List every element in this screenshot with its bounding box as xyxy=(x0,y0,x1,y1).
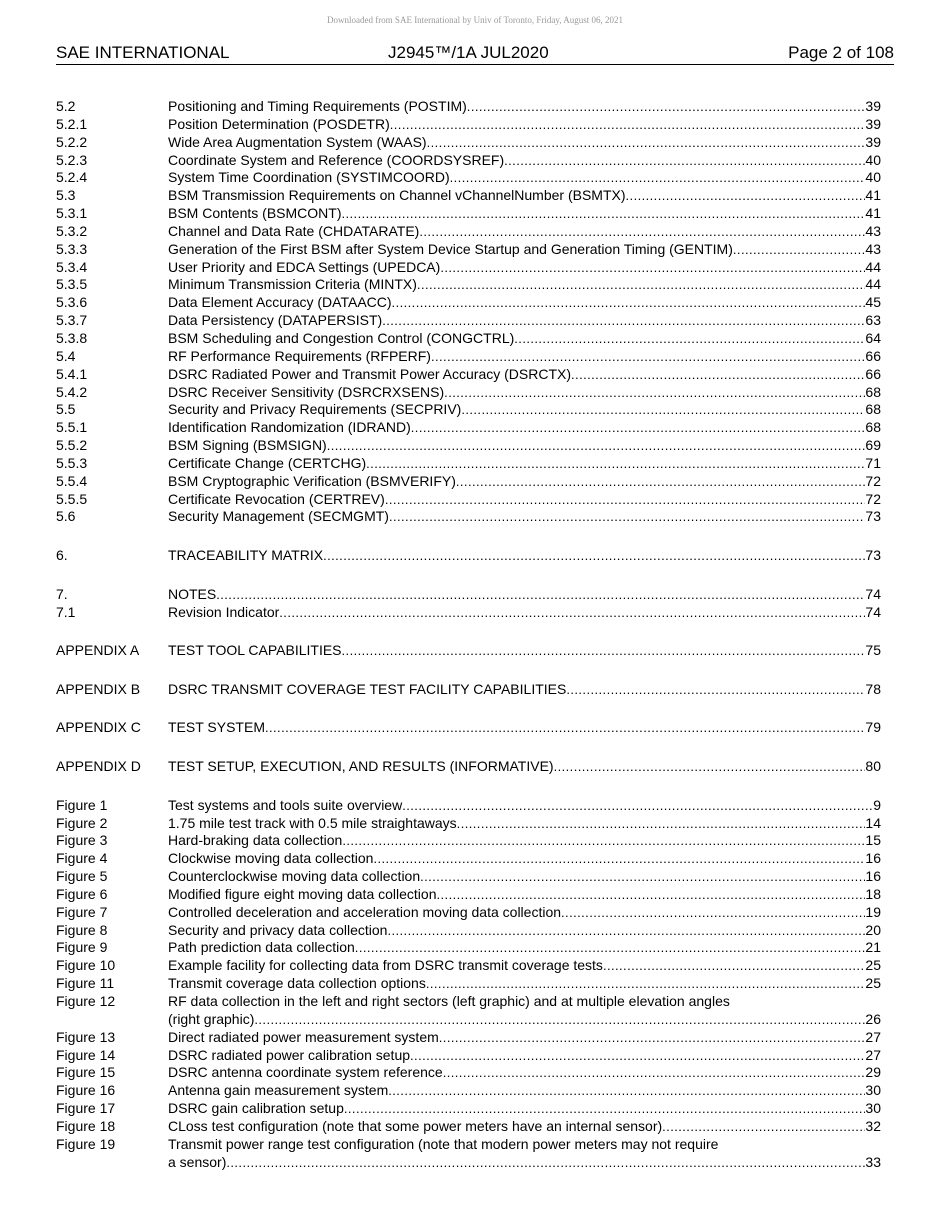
dot-leader xyxy=(366,455,865,473)
toc-entry-number: APPENDIX D xyxy=(56,758,141,775)
toc-entry-page: 69 xyxy=(865,437,881,454)
toc-spacer xyxy=(56,737,881,758)
toc-entry-number: Figure 2 xyxy=(56,814,108,831)
toc-entry[interactable] xyxy=(56,134,881,152)
toc-entry-number: Figure 7 xyxy=(56,903,108,920)
toc-entry[interactable] xyxy=(56,586,881,604)
page-header xyxy=(56,42,894,65)
toc-entry[interactable] xyxy=(56,473,881,491)
toc-entry-page: 39 xyxy=(865,98,881,114)
toc-entry-page: 16 xyxy=(865,868,881,885)
toc-entry-page: 74 xyxy=(865,603,881,620)
toc-entry-title: Data Element Accuracy (DATAACC) xyxy=(168,294,392,311)
toc-entry-page: 26 xyxy=(865,1010,881,1027)
toc-entry-page: 43 xyxy=(865,240,881,257)
toc-entry-page: 63 xyxy=(865,312,881,329)
toc-entry-title: Path prediction data collection xyxy=(168,939,355,956)
toc-entry[interactable] xyxy=(56,886,881,904)
toc-entry[interactable] xyxy=(56,1064,881,1082)
toc-entry-title: Certificate Change (CERTCHG) xyxy=(168,454,367,471)
toc-entry-title: (right graphic) xyxy=(168,1010,255,1027)
toc-entry-title: Hard-braking data collection xyxy=(168,832,343,849)
toc-entry-page: 25 xyxy=(865,975,881,992)
toc-entry-number: 5.4 xyxy=(56,347,76,364)
toc-entry-number: 5.2 xyxy=(56,98,76,114)
toc-entry-number: Figure 4 xyxy=(56,850,108,867)
toc-entry-page: 72 xyxy=(865,490,881,507)
toc-entry-number: 5.3.5 xyxy=(56,276,88,293)
dot-leader xyxy=(373,850,865,868)
toc-entry[interactable] xyxy=(56,169,881,187)
toc-entry-page: 30 xyxy=(865,1082,881,1099)
toc-entry[interactable] xyxy=(56,1136,881,1172)
toc-entry-page: 73 xyxy=(865,547,881,564)
dot-leader xyxy=(411,419,866,437)
toc-entry-title: TEST SETUP, EXECUTION, AND RESULTS (INFORMATIVE) xyxy=(168,758,554,775)
dot-leader xyxy=(402,797,873,815)
toc-entry[interactable] xyxy=(56,1100,881,1118)
toc-entry[interactable] xyxy=(56,868,881,886)
toc-entry-page: 25 xyxy=(865,957,881,974)
toc-entry-title: System Time Coordination (SYSTIMCOORD) xyxy=(168,169,450,186)
toc-entry-title: DSRC Receiver Sensitivity (DSRCRXSENS) xyxy=(168,383,445,400)
toc-entry[interactable] xyxy=(56,832,881,850)
toc-entry-number: Figure 1 xyxy=(56,796,108,813)
toc-entry-number: 5.3.2 xyxy=(56,222,88,239)
dot-leader xyxy=(431,348,865,366)
toc-entry-title: TEST TOOL CAPABILITIES xyxy=(168,642,342,659)
toc-entry-page: 40 xyxy=(865,169,881,186)
toc-entry[interactable] xyxy=(56,152,881,170)
toc-entry[interactable] xyxy=(56,904,881,922)
publisher-name: SAE INTERNATIONAL xyxy=(56,43,230,62)
toc-entry[interactable] xyxy=(56,455,881,473)
toc-entry-number: Figure 17 xyxy=(56,1100,116,1117)
toc-entry-page: 41 xyxy=(865,187,881,204)
toc-entry-title: 1.75 mile test track with 0.5 mile straightaways xyxy=(168,814,457,831)
toc-entry-number: 5.3.8 xyxy=(56,329,88,346)
toc-entry[interactable] xyxy=(56,223,881,241)
toc-entry-title: DSRC Radiated Power and Transmit Power Accuracy (DSRCTX) xyxy=(168,365,572,382)
toc-entry-page: 68 xyxy=(865,383,881,400)
toc-entry-title-line: Transmit power range test configuration (note that modern power meters may not require xyxy=(168,1135,719,1152)
dot-leader xyxy=(382,312,865,330)
toc-entry[interactable] xyxy=(56,642,881,660)
dot-leader xyxy=(733,241,866,259)
toc-entry-number: 5.5 xyxy=(56,401,76,418)
toc-entry-page: 75 xyxy=(865,642,881,659)
toc-entry-page: 19 xyxy=(865,903,881,920)
toc-entry-number: 5.5.2 xyxy=(56,437,88,454)
toc-entry[interactable] xyxy=(56,922,881,940)
toc-entry-number: 5.3.1 xyxy=(56,205,88,222)
toc-entry[interactable] xyxy=(56,1082,881,1100)
toc-entry-title: Transmit coverage data collection options xyxy=(168,975,426,992)
toc-entry-page: 20 xyxy=(865,921,881,938)
dot-leader xyxy=(392,294,866,312)
toc-entry-page: 18 xyxy=(865,885,881,902)
toc-spacer xyxy=(56,660,881,681)
toc-entry-number: 6. xyxy=(56,547,68,564)
dot-leader xyxy=(626,187,866,205)
toc-entry-title: Test systems and tools suite overview xyxy=(168,796,403,813)
dot-leader xyxy=(419,223,865,241)
toc-entry[interactable] xyxy=(56,547,881,565)
dot-leader xyxy=(554,758,866,776)
dot-leader xyxy=(440,259,865,277)
toc-entry-title: Modified figure eight moving data collection xyxy=(168,885,437,902)
dot-leader xyxy=(467,98,866,116)
toc-entry-title: RF Performance Requirements (RFPERF) xyxy=(168,347,431,364)
toc-entry-page: 74 xyxy=(865,585,881,602)
toc-entry-page: 27 xyxy=(865,1028,881,1045)
toc-entry-number: 5.2.4 xyxy=(56,169,88,186)
toc-entry-page: 15 xyxy=(865,832,881,849)
toc-entry-title: TRACEABILITY MATRIX xyxy=(168,547,324,564)
toc-entry-title: TEST SYSTEM xyxy=(168,719,265,736)
dot-leader xyxy=(427,134,866,152)
toc-entry-title: Revision Indicator xyxy=(168,603,280,620)
toc-entry-number: 5.5.3 xyxy=(56,454,88,471)
toc-spacer xyxy=(56,776,881,797)
toc-entry[interactable] xyxy=(56,1029,881,1047)
toc-entry-number: 5.5.5 xyxy=(56,490,88,507)
table-of-contents xyxy=(56,98,881,1171)
dot-leader xyxy=(426,975,866,993)
toc-entry[interactable] xyxy=(56,384,881,402)
dot-leader xyxy=(327,437,866,455)
toc-entry-title: Security and Privacy Requirements (SECPRIV) xyxy=(168,401,462,418)
toc-entry-title: DSRC radiated power calibration setup xyxy=(168,1046,411,1063)
toc-entry-title: Data Persistency (DATAPERSIST) xyxy=(168,312,383,329)
toc-entry[interactable] xyxy=(56,330,881,348)
toc-entry-page: 44 xyxy=(865,276,881,293)
toc-entry-title: Identification Randomization (IDRAND) xyxy=(168,419,411,436)
dot-leader xyxy=(344,1100,866,1118)
toc-spacer xyxy=(56,526,881,547)
toc-entry-page: 30 xyxy=(865,1100,881,1117)
dot-leader xyxy=(437,886,866,904)
toc-entry-title: Positioning and Timing Requirements (POSTIM) xyxy=(168,98,467,114)
toc-entry-title: User Priority and EDCA Settings (UPEDCA) xyxy=(168,258,441,275)
dot-leader xyxy=(439,1029,866,1047)
dot-leader xyxy=(265,719,865,737)
toc-entry-number: Figure 9 xyxy=(56,939,108,956)
toc-entry-title: BSM Scheduling and Congestion Control (CONGCTRL) xyxy=(168,329,515,346)
toc-entry-title: Generation of the First BSM after System Device Startup and Generation Timing (GENTIM) xyxy=(168,240,733,257)
toc-entry-page: 27 xyxy=(865,1046,881,1063)
dot-leader xyxy=(342,642,866,660)
toc-entry-title: Coordinate System and Reference (COORDSYSREF) xyxy=(168,151,505,168)
toc-entry-title: Direct radiated power measurement system xyxy=(168,1028,439,1045)
dot-leader xyxy=(254,1011,865,1029)
dot-leader xyxy=(341,205,865,223)
toc-entry-number: Figure 3 xyxy=(56,832,108,849)
toc-entry-title: Security and privacy data collection xyxy=(168,921,388,938)
toc-entry-page: 78 xyxy=(865,680,881,697)
toc-entry-page: 33 xyxy=(865,1153,881,1170)
toc-entry-number: Figure 11 xyxy=(56,975,115,992)
toc-entry-number: 5.6 xyxy=(56,508,76,525)
toc-entry-number: Figure 8 xyxy=(56,921,108,938)
toc-entry-title-line: RF data collection in the left and right sectors (left graphic) and at multiple elevation angles xyxy=(168,993,730,1010)
toc-entry[interactable] xyxy=(56,1118,881,1136)
toc-entry-title: BSM Transmission Requirements on Channel vChannelNumber (BSMTX) xyxy=(168,187,626,204)
toc-entry-number: Figure 12 xyxy=(56,993,116,1010)
dot-leader xyxy=(216,586,865,604)
toc-entry-number: 5.4.1 xyxy=(56,365,88,382)
document-id: J2945™/1A JUL2020 xyxy=(388,43,549,62)
dot-leader xyxy=(389,508,865,526)
dot-leader xyxy=(388,1082,865,1100)
toc-entry[interactable] xyxy=(56,401,881,419)
toc-entry-number: 5.2.2 xyxy=(56,133,88,150)
toc-entry-number: 5.5.1 xyxy=(56,419,88,436)
toc-entry[interactable] xyxy=(56,797,881,815)
toc-entry-number: Figure 10 xyxy=(56,957,116,974)
toc-entry-number: 5.2.1 xyxy=(56,115,88,132)
toc-entry-number: APPENDIX C xyxy=(56,719,141,736)
toc-entry-number: Figure 5 xyxy=(56,868,108,885)
toc-spacer xyxy=(56,699,881,720)
toc-entry-page: 80 xyxy=(865,758,881,775)
toc-entry-page: 71 xyxy=(865,454,881,471)
toc-entry-title: Minimum Transmission Criteria (MINTX) xyxy=(168,276,417,293)
dot-leader xyxy=(443,1064,866,1082)
toc-entry-page: 29 xyxy=(865,1064,881,1081)
toc-entry[interactable] xyxy=(56,419,881,437)
toc-entry-page: 40 xyxy=(865,151,881,168)
dot-leader xyxy=(226,1154,865,1172)
toc-entry-number: Figure 15 xyxy=(56,1064,116,1081)
dot-leader xyxy=(662,1118,865,1136)
toc-entry-number: 5.5.4 xyxy=(56,472,88,489)
toc-entry[interactable] xyxy=(56,241,881,259)
toc-entry[interactable] xyxy=(56,719,881,737)
page-number: Page 2 of 108 xyxy=(788,43,894,62)
toc-entry-title: Counterclockwise moving data collection xyxy=(168,868,421,885)
toc-entry-number: 5.3.3 xyxy=(56,240,88,257)
toc-entry[interactable] xyxy=(56,437,881,455)
toc-entry-title: Security Management (SECMGMT) xyxy=(168,508,389,525)
toc-entry[interactable] xyxy=(56,939,881,957)
toc-entry-title: BSM Contents (BSMCONT) xyxy=(168,205,342,222)
dot-leader xyxy=(390,116,866,134)
toc-entry[interactable] xyxy=(56,366,881,384)
toc-entry[interactable] xyxy=(56,850,881,868)
toc-entry-number: Figure 16 xyxy=(56,1082,116,1099)
toc-entry-number: 7.1 xyxy=(56,603,76,620)
toc-entry[interactable] xyxy=(56,312,881,330)
toc-entry[interactable] xyxy=(56,508,881,526)
toc-entry-page: 9 xyxy=(873,796,881,813)
toc-entry[interactable] xyxy=(56,259,881,277)
toc-entry-page: 68 xyxy=(865,401,881,418)
dot-leader xyxy=(355,939,866,957)
toc-entry[interactable] xyxy=(56,294,881,312)
toc-entry-page: 66 xyxy=(865,365,881,382)
toc-entry-page: 39 xyxy=(865,133,881,150)
dot-leader xyxy=(461,401,865,419)
toc-entry-page: 68 xyxy=(865,419,881,436)
toc-entry[interactable] xyxy=(56,205,881,223)
dot-leader xyxy=(450,169,866,187)
toc-spacer xyxy=(56,621,881,642)
toc-entry-number: 5.2.3 xyxy=(56,151,88,168)
toc-entry[interactable] xyxy=(56,975,881,993)
toc-entry[interactable] xyxy=(56,957,881,975)
toc-entry[interactable] xyxy=(56,815,881,833)
toc-entry-title: Channel and Data Rate (CHDATARATE) xyxy=(168,222,420,239)
toc-entry-title: a sensor) xyxy=(168,1153,227,1170)
dot-leader xyxy=(603,957,865,975)
toc-entry-title: Certificate Revocation (CERTREV) xyxy=(168,490,385,507)
toc-entry[interactable] xyxy=(56,116,881,134)
toc-entry[interactable] xyxy=(56,491,881,509)
dot-leader xyxy=(279,604,865,622)
toc-entry-number: 5.3.6 xyxy=(56,294,88,311)
toc-entry-number: APPENDIX B xyxy=(56,680,141,697)
toc-entry-page: 43 xyxy=(865,222,881,239)
toc-entry-page: 73 xyxy=(865,508,881,525)
dot-leader xyxy=(457,815,866,833)
toc-entry[interactable] xyxy=(56,993,881,1029)
toc-spacer xyxy=(56,565,881,586)
toc-entry-title: NOTES xyxy=(168,585,217,602)
download-watermark: Downloaded from SAE International by Univ of Toronto, Friday, August 06, 2021 xyxy=(326,15,624,25)
dot-leader xyxy=(420,868,865,886)
toc-entry[interactable] xyxy=(56,276,881,294)
toc-entry[interactable] xyxy=(56,187,881,205)
toc-entry-title: Clockwise moving data collection xyxy=(168,850,374,867)
toc-entry-title: BSM Cryptographic Verification (BSMVERIFY) xyxy=(168,472,456,489)
toc-entry[interactable] xyxy=(56,758,881,776)
toc-entry-title: Wide Area Augmentation System (WAAS) xyxy=(168,133,427,150)
toc-entry-page: 41 xyxy=(865,205,881,222)
toc-entry-page: 44 xyxy=(865,258,881,275)
toc-entry-number: 5.3.7 xyxy=(56,312,88,329)
toc-entry-page: 14 xyxy=(865,814,881,831)
toc-entry-page: 79 xyxy=(865,719,881,736)
toc-entry[interactable] xyxy=(56,1047,881,1065)
dot-leader xyxy=(385,491,866,509)
toc-entry-page: 16 xyxy=(865,850,881,867)
toc-entry-page: 32 xyxy=(865,1117,881,1134)
toc-entry-title: DSRC TRANSMIT COVERAGE TEST FACILITY CAPABILITIES xyxy=(168,680,567,697)
dot-leader xyxy=(456,473,866,491)
toc-entry-page: 39 xyxy=(865,115,881,132)
dot-leader xyxy=(514,330,865,348)
toc-entry-number: 5.3.4 xyxy=(56,258,88,275)
dot-leader xyxy=(387,922,865,940)
toc-entry-title: CLoss test configuration (note that some power meters have an internal sensor) xyxy=(168,1117,663,1134)
toc-entry-page: 45 xyxy=(865,294,881,311)
toc-entry-number: Figure 6 xyxy=(56,885,108,902)
toc-entry-title: Controlled deceleration and acceleration moving data collection xyxy=(168,903,562,920)
toc-entry[interactable] xyxy=(56,604,881,622)
toc-entry-number: Figure 18 xyxy=(56,1117,116,1134)
dot-leader xyxy=(561,904,865,922)
dot-leader xyxy=(323,547,865,565)
toc-entry-page: 21 xyxy=(865,939,881,956)
toc-entry-number: 5.3 xyxy=(56,187,76,204)
toc-entry-title: Antenna gain measurement system xyxy=(168,1082,389,1099)
toc-entry-page: 64 xyxy=(865,329,881,346)
toc-entry-title: DSRC gain calibration setup xyxy=(168,1100,344,1117)
toc-entry-number: 5.4.2 xyxy=(56,383,88,400)
toc-entry-number: APPENDIX A xyxy=(56,642,140,659)
toc-entry-title: DSRC antenna coordinate system reference xyxy=(168,1064,443,1081)
toc-entry-page: 66 xyxy=(865,347,881,364)
toc-entry-title: Example facility for collecting data from DSRC transmit coverage tests xyxy=(168,957,603,974)
toc-entry-number: 7. xyxy=(56,585,68,602)
dot-leader xyxy=(571,366,865,384)
toc-entry-number: Figure 19 xyxy=(56,1135,116,1152)
dot-leader xyxy=(444,384,865,402)
dot-leader xyxy=(410,1047,865,1065)
dot-leader xyxy=(566,681,865,699)
toc-entry[interactable] xyxy=(56,681,881,699)
dot-leader xyxy=(504,152,865,170)
dot-leader xyxy=(342,832,865,850)
toc-entry-number: Figure 14 xyxy=(56,1046,116,1063)
toc-entry[interactable] xyxy=(56,98,881,116)
dot-leader xyxy=(417,276,866,294)
toc-entry-title: BSM Signing (BSMSIGN) xyxy=(168,437,327,454)
toc-entry[interactable] xyxy=(56,348,881,366)
toc-entry-title: Position Determination (POSDETR) xyxy=(168,115,390,132)
toc-entry-page: 72 xyxy=(865,472,881,489)
toc-entry-number: Figure 13 xyxy=(56,1028,116,1045)
